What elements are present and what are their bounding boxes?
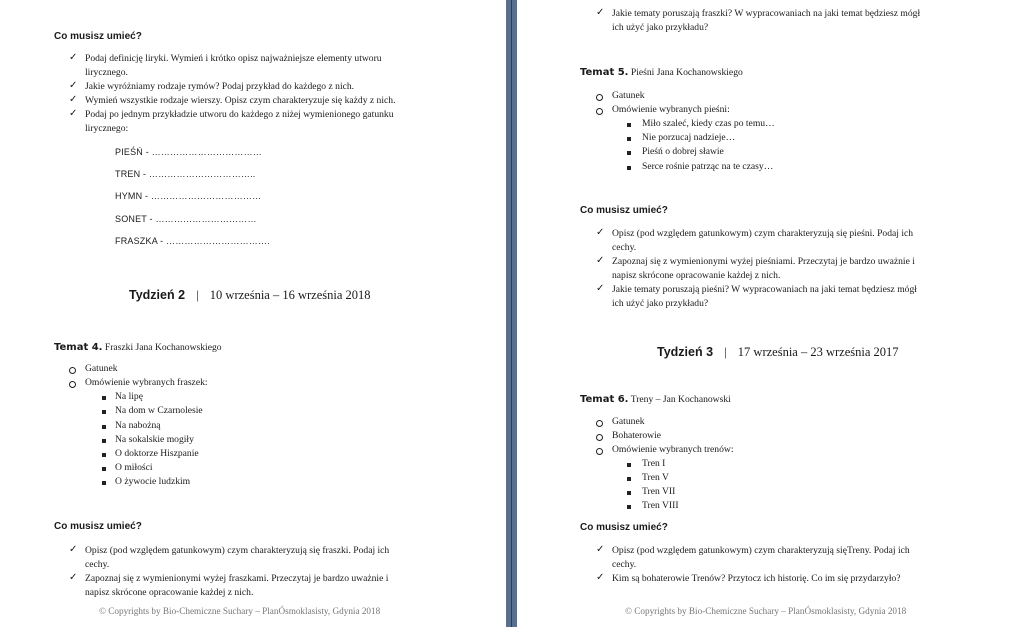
list-item: Opisz (pod względem gatunkowym) czym charakteryzują się pieśni. Podaj ich xyxy=(612,228,914,239)
circle-bullet-icon xyxy=(596,94,603,101)
circle-bullet-icon xyxy=(596,448,603,455)
checkmark-icon: ✓ xyxy=(596,7,605,18)
square-bullet-icon xyxy=(102,453,106,457)
list-item-cont: cechy. xyxy=(612,242,637,253)
list-item: Omówienie wybranych fraszek: xyxy=(85,377,208,388)
list-item: Opisz (pod względem gatunkowym) czym charakteryzują sięTreny. Podaj ich xyxy=(612,545,910,556)
topic-heading: Temat 5. Pieśni Jana Kochanowskiego xyxy=(580,67,743,78)
genre-line: TREN - …………………………….. xyxy=(115,169,256,179)
circle-bullet-icon xyxy=(596,434,603,441)
list-item: Bohaterowie xyxy=(612,430,662,441)
week-heading: Tydzień 3 | 17 września – 23 września 2017 xyxy=(657,345,899,359)
sublist-item: Tren V xyxy=(642,472,669,483)
checkmark-icon: ✓ xyxy=(69,544,78,555)
sublist-item: Pieśń o dobrej sławie xyxy=(642,146,724,157)
checkmark-icon: ✓ xyxy=(69,572,78,583)
sublist-item: Nie porzucaj nadzieje… xyxy=(642,132,736,143)
week-label: Tydzień 3 xyxy=(657,345,714,359)
page-divider xyxy=(511,0,512,627)
list-item: Podaj po jednym przykładzie utworu do każdego z niżej wymienionego gatunku xyxy=(85,109,394,120)
week-heading: Tydzień 2 | 10 września – 16 września 2018 xyxy=(129,288,371,302)
square-bullet-icon xyxy=(627,166,631,170)
square-bullet-icon xyxy=(627,463,631,467)
sublist-item: O doktorze Hiszpanie xyxy=(115,448,199,459)
list-item-cont: napisz skrócone opracowanie każdej z nich. xyxy=(612,270,781,281)
list-item: Zapoznaj się z wymienionymi wyżej pieśniami. Przeczytaj je bardzo uważnie i xyxy=(612,256,915,267)
square-bullet-icon xyxy=(102,410,106,414)
list-item: Omówienie wybranych trenów: xyxy=(612,444,734,455)
list-item-cont: lirycznego. xyxy=(85,67,128,78)
sublist-item: Miło szaleć, kiedy czas po temu… xyxy=(642,118,775,129)
checkmark-icon: ✓ xyxy=(596,572,605,583)
list-item: Jakie tematy poruszają pieśni? W wypracowaniach na jaki temat będziesz mógł xyxy=(612,284,917,295)
square-bullet-icon xyxy=(627,477,631,481)
checkmark-icon: ✓ xyxy=(69,80,78,91)
list-item-cont: cechy. xyxy=(85,559,110,570)
square-bullet-icon xyxy=(102,396,106,400)
list-item-cont: napisz skrócone opracowanie każdej z nich. xyxy=(85,587,254,598)
square-bullet-icon xyxy=(627,151,631,155)
square-bullet-icon xyxy=(102,481,106,485)
sublist-item: Na dom w Czarnolesie xyxy=(115,405,203,416)
list-item: Opisz (pod względem gatunkowym) czym charakteryzują się fraszki. Podaj ich xyxy=(85,545,390,556)
list-item: Zapoznaj się z wymienionymi wyżej fraszkami. Przeczytaj je bardzo uważnie i xyxy=(85,573,389,584)
list-item-cont: cechy. xyxy=(612,559,637,570)
sublist-item: Tren VII xyxy=(642,486,676,497)
page-footer: © Copyrights by Bio-Chemiczne Suchary – PlanÓsmoklasisty, Gdynia 2018 xyxy=(625,606,907,616)
sublist-item: Tren VIII xyxy=(642,500,679,511)
list-item: Podaj definicję liryki. Wymień i krótko opisz najważniejsze elementy utworu xyxy=(85,53,382,64)
square-bullet-icon xyxy=(102,467,106,471)
genre-line: HYMN - ……………………………… xyxy=(115,191,262,201)
square-bullet-icon xyxy=(102,425,106,429)
week-label: Tydzień 2 xyxy=(129,288,186,302)
checkmark-icon: ✓ xyxy=(69,94,78,105)
page-footer: © Copyrights by Bio-Chemiczne Suchary – PlanÓsmoklasisty, Gdynia 2018 xyxy=(99,606,381,616)
checkmark-icon: ✓ xyxy=(596,283,605,294)
list-item: Gatunek xyxy=(612,90,645,101)
checkmark-icon: ✓ xyxy=(596,227,605,238)
sublist-item: O miłości xyxy=(115,462,153,473)
document-page-left xyxy=(0,0,506,627)
checkmark-icon: ✓ xyxy=(596,544,605,555)
section-heading: Co musisz umieć? xyxy=(54,31,142,42)
sublist-item: Serce rośnie patrząc na te czasy… xyxy=(642,161,774,172)
list-item: Gatunek xyxy=(85,363,118,374)
list-item-cont: ich użyć jako przykładu? xyxy=(612,298,709,309)
list-item-cont: ich użyć jako przykładu? xyxy=(612,22,709,33)
list-item: Jakie tematy poruszają fraszki? W wypracowaniach na jaki temat będziesz mógł xyxy=(612,8,921,19)
week-dates: 17 września – 23 września 2017 xyxy=(737,345,899,359)
circle-bullet-icon xyxy=(596,108,603,115)
sublist-item: Na lipę xyxy=(115,391,143,402)
list-item: Kim są bohaterowie Trenów? Przytocz ich historię. Co im się przydarzyło? xyxy=(612,573,901,584)
genre-line: FRASZKA - ……………………………. xyxy=(115,236,270,246)
genre-line: SONET - …………………………… xyxy=(115,214,257,224)
sublist-item: O żywocie ludzkim xyxy=(115,476,191,487)
checkmark-icon: ✓ xyxy=(69,108,78,119)
section-heading: Co musisz umieć? xyxy=(54,521,142,532)
square-bullet-icon xyxy=(102,439,106,443)
list-item: Gatunek xyxy=(612,416,645,427)
sublist-item: Na sokalskie mogiły xyxy=(115,434,194,445)
section-heading: Co musisz umieć? xyxy=(580,522,668,533)
square-bullet-icon xyxy=(627,505,631,509)
checkmark-icon: ✓ xyxy=(69,52,78,63)
list-item: Omówienie wybranych pieśni: xyxy=(612,104,730,115)
week-dates: 10 września – 16 września 2018 xyxy=(209,288,371,302)
list-item: Wymień wszystkie rodzaje wierszy. Opisz czym charakteryzuje się każdy z nich. xyxy=(85,95,396,106)
topic-heading: Temat 6. Treny – Jan Kochanowski xyxy=(580,394,731,405)
circle-bullet-icon xyxy=(596,420,603,427)
list-item-cont: lirycznego: xyxy=(85,123,129,134)
list-item: Jakie wyróżniamy rodzaje rymów? Podaj przykład do każdego z nich. xyxy=(85,81,355,92)
sublist-item: Na nabożną xyxy=(115,420,161,431)
square-bullet-icon xyxy=(627,137,631,141)
document-page-right xyxy=(517,0,1024,627)
circle-bullet-icon xyxy=(69,381,76,388)
topic-heading: Temat 4. Fraszki Jana Kochanowskiego xyxy=(54,342,222,353)
checkmark-icon: ✓ xyxy=(596,255,605,266)
square-bullet-icon xyxy=(627,123,631,127)
section-heading: Co musisz umieć? xyxy=(580,205,668,216)
genre-line: PIEŚŃ - ……………………………… xyxy=(115,147,263,157)
circle-bullet-icon xyxy=(69,367,76,374)
square-bullet-icon xyxy=(627,491,631,495)
sublist-item: Tren I xyxy=(642,458,666,469)
